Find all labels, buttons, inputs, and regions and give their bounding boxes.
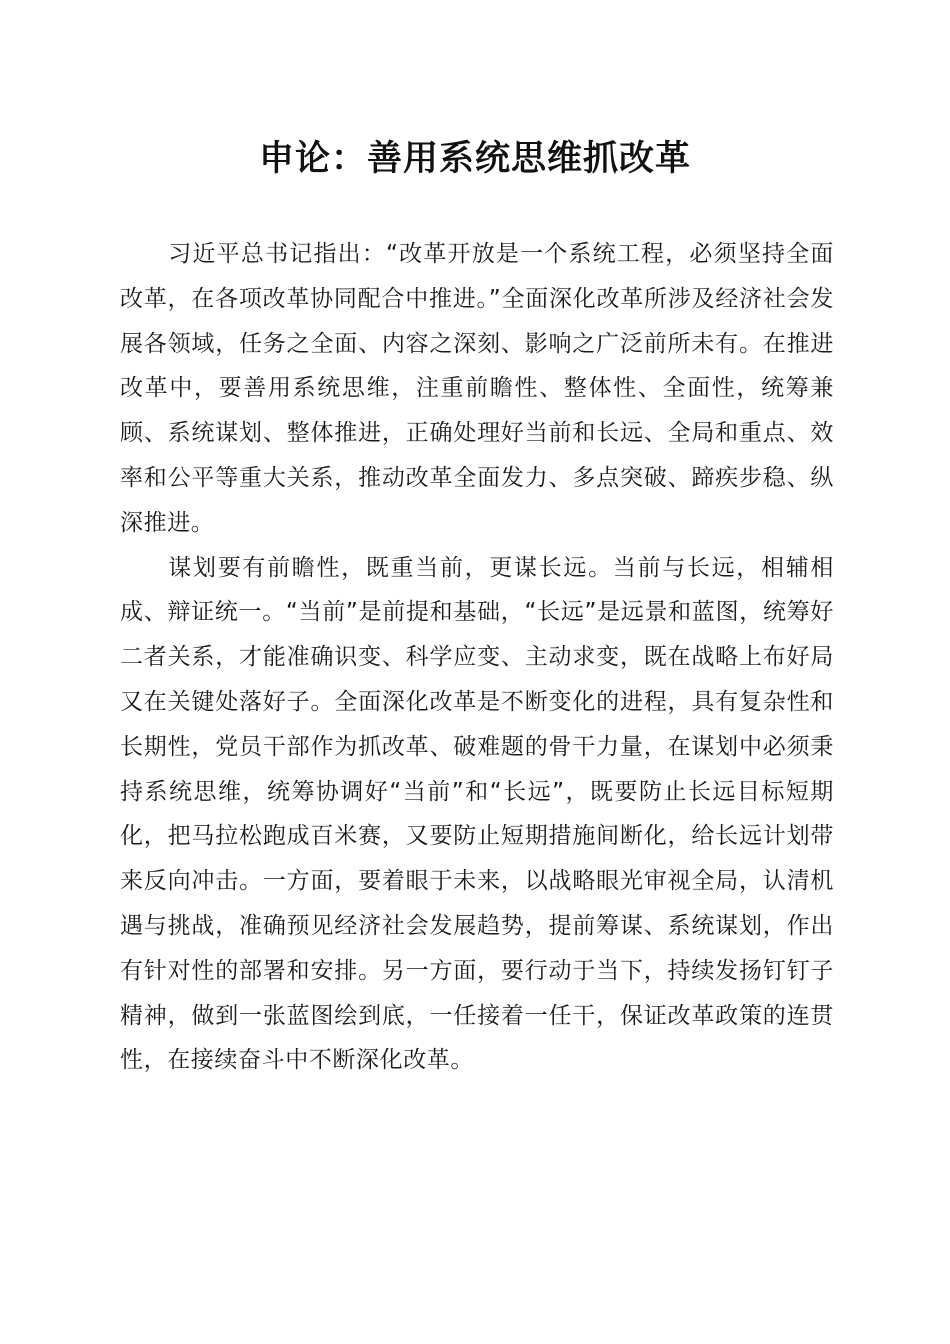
paragraph-2: 谋划要有前瞻性，既重当前，更谋长远。当前与长远，相辅相成、辩证统一。“当前”是前提和基础，“长远”是远景和蓝图，统筹好二者关系，才能准确识变、科学应变、主动求变，既在战略上布好局又在关键处落好子。全面深化改革是不断变化的进程，具有复杂性和长期性，党员干部作为抓改革、破难题的骨干力量，在谋划中必须秉持系统思维，统筹协调好“当前”和“长远”，既要防止长远目标短期化，把马拉松跑成百米赛，又要防止短期措施间断化，给长远计划带来反向冲击。一方面，要着眼于未来，以战略眼光审视全局，认清机遇与挑战，准确预见经济社会发展趋势，提前筹谋、系统谋划，作出有针对性的部署和安排。另一方面，要行动于当下，持续发扬钉钉子精神，做到一张蓝图绘到底，一任接着一任干，保证改革政策的连贯性，在接续奋斗中不断深化改革。	[120, 554, 834, 1074]
paragraph-1: 习近平总书记指出：“改革开放是一个系统工程，必须坚持全面改革，在各项改革协同配合中推进。”全面深化改革所涉及经济社会发展各领域，任务之全面、内容之深刻、影响之广泛前所未有。在推进改革中，要善用系统思维，注重前瞻性、整体性、全面性，统筹兼顾、系统谋划、整体推进，正确处理好当前和长远、全局和重点、效率和公平等重大关系，推动改革全面发力、多点突破、蹄疾步稳、纵深推进。	[120, 241, 834, 536]
document-title: 申论：善用系统思维抓改革	[258, 138, 691, 179]
document-body	[120, 232, 834, 1083]
